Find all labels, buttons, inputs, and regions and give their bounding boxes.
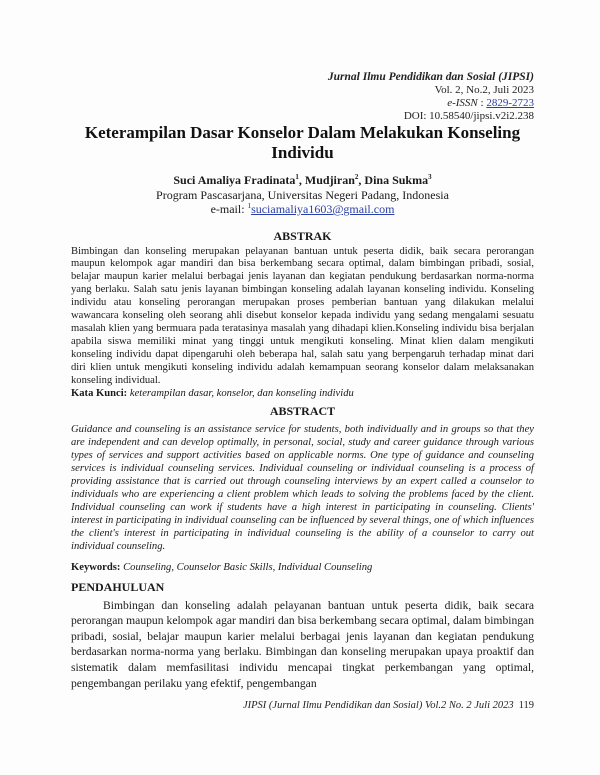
author-block — [71, 173, 534, 217]
article-title: Keterampilan Dasar Konselor Dalam Melakukan Konseling Individu — [84, 123, 521, 162]
author-name: Suci Amaliya Fradinata — [173, 173, 296, 187]
keywords-label: Keywords: — [71, 561, 121, 573]
author-email-link[interactable]: suciamaliya1603@gmail.com — [251, 202, 395, 216]
page-number: 119 — [518, 700, 534, 712]
eissn-separator: : — [477, 97, 487, 109]
footer-journal: JIPSI (Jurnal Ilmu Pendidikan dan Sosial) Vol.2 No. 2 Juli 2023 — [242, 700, 514, 712]
kata-kunci — [71, 387, 534, 400]
journal-volume: Vol. 2, No.2, Juli 2023 — [434, 84, 534, 96]
author-email-line — [71, 202, 534, 217]
email-sup: 1 — [247, 202, 252, 210]
keywords — [71, 561, 534, 574]
pendahuluan-heading: PENDAHULUAN — [71, 579, 165, 594]
journal-name: Jurnal Ilmu Pendidikan dan Sosial (JIPSI) — [327, 71, 534, 83]
author-name: Dina Sukma — [364, 173, 429, 187]
abstrak-heading: ABSTRAK — [273, 228, 332, 243]
author-names: Suci Amaliya Fradinata$^1$, Mudjiran$^2$, Dina Sukma$^3$ — [173, 173, 432, 187]
author-sup: 3 — [428, 173, 432, 181]
journal-eissn — [71, 97, 534, 110]
author-sup: 1 — [295, 173, 299, 181]
pendahuluan-text: Bimbingan dan konseling adalah pelayanan bantuan untuk peserta didik, baik secara perorangan maupun kelompok agar mandiri dan bisa berkembang secara optimal, dalam bimbingan pribadi, sosial, belajar maupun karier melalui berbagai jenis layanan dan kegiatan pendukung berdasarkan norma-norma yang berlaku. Bimbingan dan konseling merupakan upaya proaktif dan sistematik dalam memfasilitasi individu mencapai tingkat perkembangan yang optimal, pengembangan perilaku yang efektif, pengembangan — [71, 598, 534, 690]
email-label: e-mail: — [210, 202, 248, 216]
abstract-heading: ABSTRACT — [269, 404, 336, 419]
kata-kunci-label: Kata Kunci: — [71, 388, 128, 400]
abstrak-text: Bimbingan dan konseling merupakan pelayanan bantuan untuk peserta didik, baik secara perorangan maupun kelompok agar mandiri dan bisa berkembang secara optimal, dalam bimbingan pribadi, sosial, belajar maupun karier melalui berbagai jenis layanan dan kegiatan pendukung berdasarkan norma-norma yang berlaku. Salah satu jenis layanan bimbingan konseling adalah layanan konseling individu. Konseling individu atau konseling perorangan merupakan proses pemberian bantuan yang dilakukan melalui wawancara konseling oleh seorang ahli disebut konselor kepada individu yang sedang mengalami sesuatu masalah klien yang bermuara pada teratasinya masalah yang dihadapi klien.Konseling individu bisa berjalan apabila siswa memiliki minat yang tinggi untuk mengikuti konseling. Minat klien dalam mengikuti konseling individu dapat dipengaruhi oleh beberapa hal, salah satu yang berpengaruh terhadap minat dari diri klien untuk mengikuti konseling individu adalah kemampuan seorang konselor dalam melaksanakan konseling individual. — [71, 245, 534, 386]
page-footer — [71, 699, 534, 712]
keywords-value: Counseling, Counselor Basic Skills, Individual Counseling — [120, 561, 373, 573]
abstract-text: Guidance and counseling is an assistance service for students, both individually and in groups so that they are independent and can develop optimally, in personal, social, study and career guidance through various types of services and support activities based on applicable norms. One type of guidance and counseling services is individual counseling services. Individual counseling or individual counseling is a process of providing assistance that is carried out through counseling interviews by an expert called a counselor to individuals who are experiencing a client problem which leads to solving the problems faced by the client. Individual counseling can work if students have a high interest in participating in counseling. Clients' interest in participating in individual counseling can be influenced by several things, one of which influences the client's interest in participating in individual counseling is the ability of a counselor to carry out individual counseling. — [71, 424, 534, 552]
journal-doi: DOI: 10.58540/jipsi.v2i2.238 — [403, 110, 534, 122]
journal-header — [71, 71, 534, 123]
kata-kunci-value: keterampilan dasar, konselor, dan konseling individu — [127, 388, 354, 400]
eissn-link[interactable]: 2829-2723 — [486, 97, 534, 109]
eissn-label: e-ISSN — [447, 97, 478, 109]
author-sup: 2 — [354, 173, 359, 181]
author-name: Mudjiran — [304, 173, 355, 187]
author-affiliation: Program Pascasarjana, Universitas Negeri Padang, Indonesia — [156, 187, 449, 202]
